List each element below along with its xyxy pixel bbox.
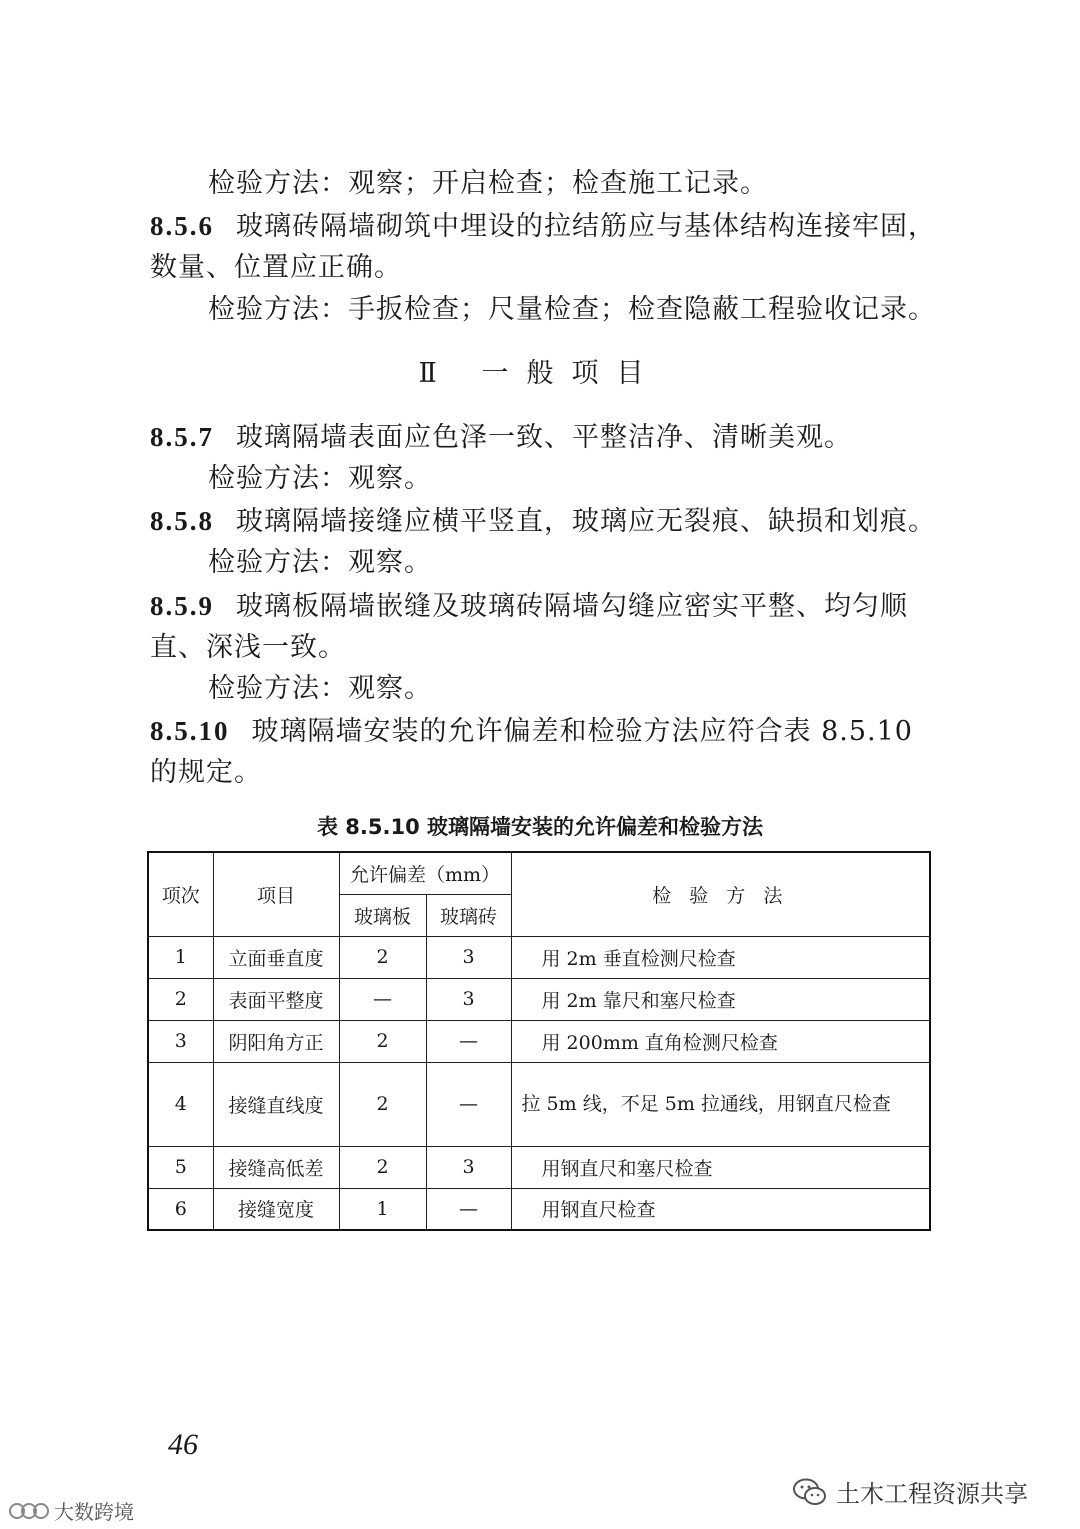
- watermark-right-text: 土木工程资源共享: [836, 1480, 1028, 1508]
- method-line-859: 检验方法：观察。: [208, 673, 432, 704]
- cell-panel: 2: [339, 936, 426, 978]
- table-row: [148, 1062, 930, 1146]
- section-heading: Ⅱ 一般项目: [418, 358, 662, 389]
- header-tolerance: 允许偏差（mm）: [339, 852, 511, 894]
- cell-no: 3: [148, 1020, 213, 1062]
- clause-8-5-6-cont: 数量、位置应正确。: [150, 252, 402, 283]
- cell-brick: —: [426, 1062, 511, 1146]
- watermark-left-text: 大数跨境: [54, 1500, 134, 1524]
- cell-brick: 3: [426, 978, 511, 1020]
- cell-brick: —: [426, 1188, 511, 1230]
- method-line-855: 检验方法：观察；开启检查；检查施工记录。: [208, 168, 768, 199]
- cell-panel: 2: [339, 1146, 426, 1188]
- table-row: [148, 1020, 930, 1062]
- clause-text: 玻璃隔墙表面应色泽一致、平整洁净、清晰美观。: [236, 422, 852, 453]
- clause-text: 玻璃砖隔墙砌筑中埋设的拉结筋应与基体结构连接牢固，: [236, 211, 936, 242]
- cell-item: 接缝直线度: [213, 1062, 339, 1146]
- cell-method: 拉 5m 线，不足 5m 拉通线，用钢直尺检查: [511, 1062, 930, 1146]
- clause-8-5-7: [150, 419, 852, 456]
- cell-no: 5: [148, 1146, 213, 1188]
- cell-panel: 1: [339, 1188, 426, 1230]
- clause-8-5-8: [150, 503, 936, 540]
- cell-no: 1: [148, 936, 213, 978]
- cell-no: 4: [148, 1062, 213, 1146]
- clause-8-5-6: [150, 208, 936, 245]
- cell-item: 接缝宽度: [213, 1188, 339, 1230]
- wechat-icon: [792, 1477, 828, 1507]
- cell-item: 阴阳角方正: [213, 1020, 339, 1062]
- cell-panel: —: [339, 978, 426, 1020]
- watermark-right: [792, 1474, 1028, 1509]
- table-caption: 表 8.5.10 玻璃隔墙安装的允许偏差和检验方法: [316, 815, 764, 839]
- table-row: [148, 1188, 930, 1230]
- cell-item: 表面平整度: [213, 978, 339, 1020]
- table-row: [148, 936, 930, 978]
- cell-panel: 2: [339, 1062, 426, 1146]
- tolerance-table: [147, 851, 931, 1231]
- cell-no: 2: [148, 978, 213, 1020]
- header-item: 项目: [213, 852, 339, 936]
- cell-brick: 3: [426, 1146, 511, 1188]
- clause-number: 8.5.6: [150, 211, 214, 241]
- cell-item: 接缝高低差: [213, 1146, 339, 1188]
- clause-8-5-9: [150, 588, 908, 625]
- clause-number: 8.5.9: [150, 591, 214, 621]
- cell-brick: —: [426, 1020, 511, 1062]
- header-glass-brick: 玻璃砖: [426, 894, 511, 936]
- table-row: [148, 978, 930, 1020]
- clause-number: 8.5.8: [150, 506, 214, 536]
- clause-number: 8.5.7: [150, 422, 214, 452]
- header-method: 检 验 方 法: [511, 852, 930, 936]
- cell-brick: 3: [426, 936, 511, 978]
- watermark-left: [8, 1496, 134, 1525]
- clause-8-5-10: [150, 713, 913, 750]
- method-line-858: 检验方法：观察。: [208, 547, 432, 578]
- cell-method: 用钢直尺和塞尺检查: [511, 1146, 930, 1188]
- page-number: 46: [168, 1428, 198, 1461]
- cell-method: 用钢直尺检查: [511, 1188, 930, 1230]
- cell-method: 用 2m 靠尺和塞尺检查: [511, 978, 930, 1020]
- brand-logo-icon: [8, 1499, 50, 1523]
- method-line-856: 检验方法：手扳检查；尺量检查；检查隐蔽工程验收记录。: [208, 294, 936, 325]
- clause-number: 8.5.10: [150, 716, 230, 746]
- header-glass-panel: 玻璃板: [339, 894, 426, 936]
- cell-method: 用 2m 垂直检测尺检查: [511, 936, 930, 978]
- clause-8-5-9-cont: 直、深浅一致。: [150, 632, 346, 663]
- clause-text: 玻璃隔墙接缝应横平竖直，玻璃应无裂痕、缺损和划痕。: [236, 506, 936, 537]
- clause-text: 玻璃隔墙安装的允许偏差和检验方法应符合表 8.5.10: [251, 716, 913, 747]
- cell-method: 用 200mm 直角检测尺检查: [511, 1020, 930, 1062]
- cell-panel: 2: [339, 1020, 426, 1062]
- cell-item: 立面垂直度: [213, 936, 339, 978]
- cell-no: 6: [148, 1188, 213, 1230]
- table-row: [148, 1146, 930, 1188]
- method-line-857: 检验方法：观察。: [208, 463, 432, 494]
- clause-8-5-10-cont: 的规定。: [150, 757, 262, 788]
- header-no: 项次: [148, 852, 213, 936]
- clause-text: 玻璃板隔墙嵌缝及玻璃砖隔墙勾缝应密实平整、均匀顺: [236, 591, 908, 622]
